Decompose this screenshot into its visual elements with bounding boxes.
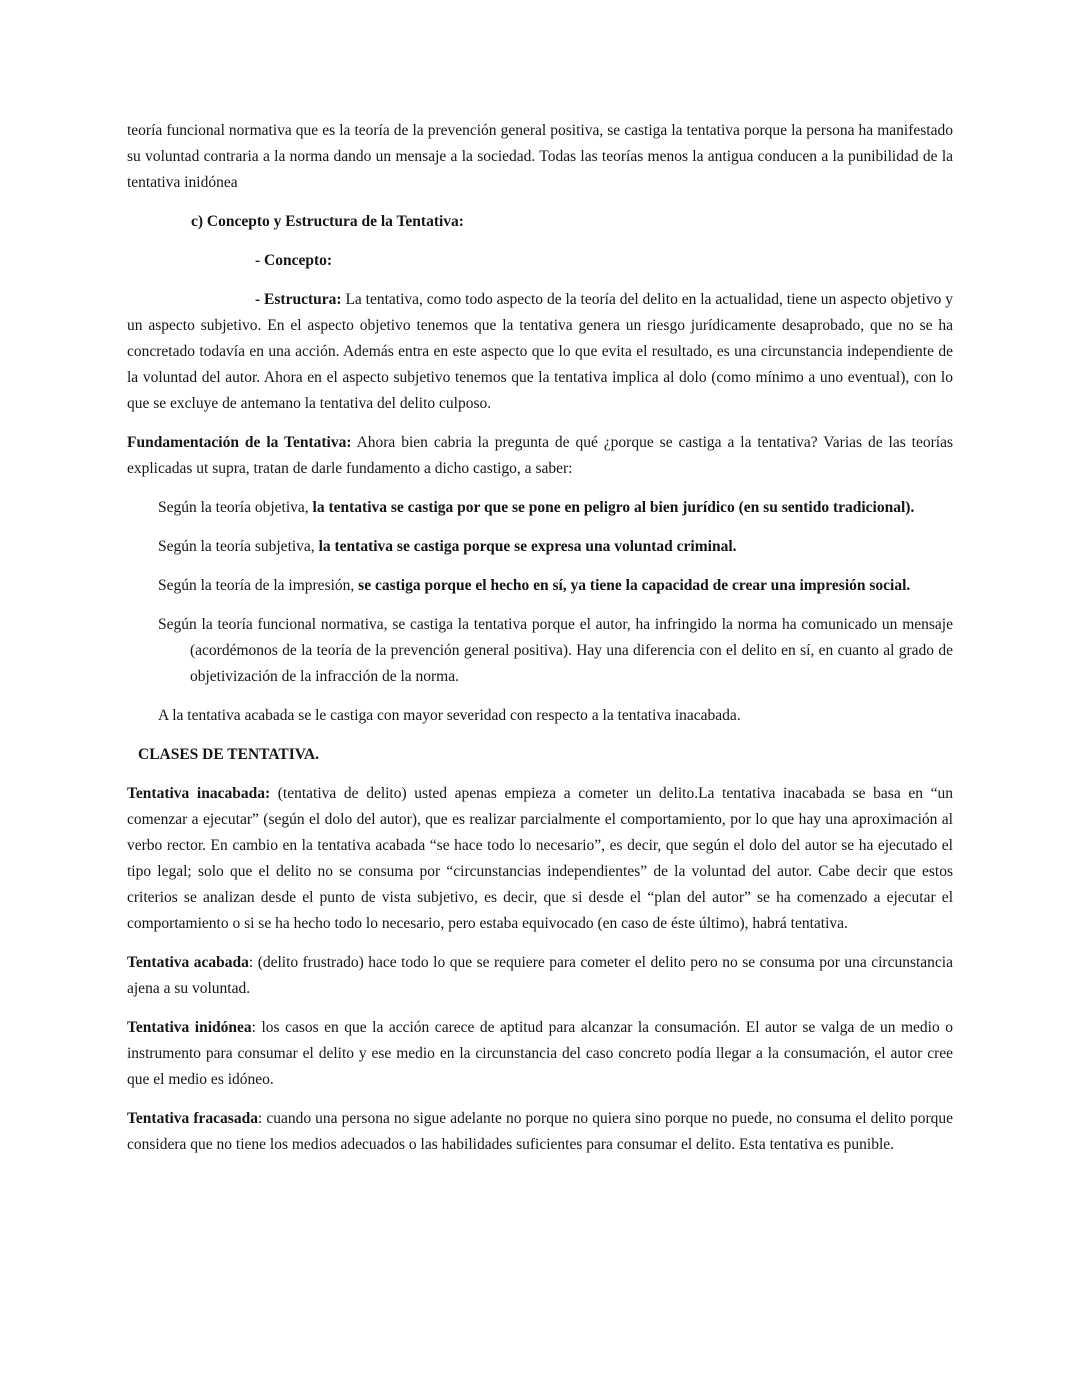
heading-concepto-y-estructura: c) Concepto y Estructura de la Tentativa: — [191, 213, 464, 230]
estructura-paragraph — [127, 287, 953, 417]
definition-bold-lead: Tentativa inidónea — [127, 1019, 252, 1036]
definition-paragraph-fracasada — [127, 1106, 953, 1158]
theory-bold-text: la tentativa se castiga por que se pone en peligro al bien jurídico (en su sentido tradicional). — [312, 499, 915, 516]
definition-text: : (delito frustrado) hace todo lo que se requiere para cometer el delito pero no se consuma por una circunstancia ajena a su voluntad. — [127, 954, 953, 997]
theory-plain-text: Según la teoría subjetiva, — [158, 538, 319, 555]
definition-bold-lead: Tentativa inacabada: — [127, 785, 271, 802]
theory-plain-text: A la tentativa acabada se le castiga con mayor severidad con respecto a la tentativa inacabada. — [158, 707, 741, 724]
heading-clases-de-tentativa: CLASES DE TENTATIVA. — [138, 746, 320, 763]
estructura-bold-lead: - Estructura: — [255, 291, 342, 308]
fundamentacion-bold-lead: Fundamentación de la Tentativa: — [127, 434, 352, 451]
fundamentacion-text: Ahora bien cabria la pregunta de qué ¿porque se castiga a la tentativa? Varias de las teorías explicadas ut supra, tratan de darle fundamento a dicho castigo, a saber: — [127, 434, 953, 477]
theory-list-item-funcional-normativa — [158, 612, 953, 690]
definition-text: : los casos en que la acción carece de aptitud para alcanzar la consumación. El autor se valga de un medio o instrumento para consumar el delito y ese medio en la circunstancia del caso concreto podía llegar a la consumación, el autor cree que el medio es idóneo. — [127, 1019, 953, 1088]
theory-list-item-tentativa-acabada-severidad — [158, 703, 953, 729]
theory-plain-text: Según la teoría funcional normativa, se castiga la tentativa porque el autor, ha infringido la norma ha comunicado un mensaje (acordémonos de la teoría de la prevención general positiva). Hay una diferencia con el delito en sí, en cuanto al grado de objetivización de la infracción de la norma. — [158, 616, 953, 685]
fundamentacion-paragraph — [127, 430, 953, 482]
estructura-text: La tentativa, como todo aspecto de la teoría del delito en la actualidad, tiene un aspecto objetivo y un aspecto subjetivo. En el aspecto objetivo tenemos que la tentativa genera un riesgo jurídicamente desaprobado, que no se ha concretado todavía en una acción. Además entra en este aspecto que lo que evita el resultado, es una circunstancia independiente de la voluntad del autor. Ahora en el aspecto subjetivo tenemos que la tentativa implica al dolo (como mínimo a uno eventual), con lo que se excluye de antemano la tentativa del delito culposo. — [127, 291, 953, 412]
theory-bold-text: se castiga porque el hecho en sí, ya tiene la capacidad de crear una impresión social. — [358, 577, 911, 594]
theory-plain-text: Según la teoría de la impresión, — [158, 577, 359, 594]
definition-text: (tentativa de delito) usted apenas empieza a cometer un delito.La tentativa inacabada se basa en “un comenzar a ejecutar” (según el dolo del autor), que es realizar parcialmente el comportamiento, por lo que hay una aproximación al verbo rector. En cambio en la tentativa acabada “se hace todo lo necesario”, es decir, que según el dolo del autor se ha ejecutado el tipo legal; solo que el delito no se consuma por “circunstancias independientes” de la voluntad del autor. Cabe decir que estos criterios se analizan desde el punto de vista subjetivo, es decir, que si desde el “plan del autor” se ha comenzado a ejecutar el comportamiento o si se ha hecho todo lo necesario, pero estaba equivocado (en caso de éste último), habrá tentativa. — [127, 785, 953, 932]
theory-list-item-impresion — [158, 573, 953, 599]
definition-text: : cuando una persona no sigue adelante no porque no quiera sino porque no puede, no consuma el delito porque considera que no tiene los medios adecuados o las habilidades suficientes para consumar el delito. Esta tentativa es punible. — [127, 1110, 954, 1153]
theory-list-item-subjetiva — [158, 534, 953, 560]
heading-concepto: - Concepto: — [255, 252, 333, 269]
intro-paragraph: teoría funcional normativa que es la teoría de la prevención general positiva, se castiga la tentativa porque la persona ha manifestado su voluntad contraria a la norma dando un mensaje a la sociedad. Todas las teorías menos la antigua conducen a la punibilidad de la tentativa inidónea — [127, 122, 953, 191]
definition-paragraph-acabada — [127, 950, 953, 1002]
theory-list-item-objetiva — [158, 495, 953, 521]
definition-bold-lead: Tentativa fracasada — [127, 1110, 258, 1127]
definition-bold-lead: Tentativa acabada — [127, 954, 249, 971]
definition-paragraph-inidonea — [127, 1015, 953, 1093]
definition-paragraph-inacabada — [127, 781, 953, 937]
theory-plain-text: Según la teoría objetiva, — [158, 499, 313, 516]
theory-bold-text: la tentativa se castiga porque se expresa una voluntad criminal. — [318, 538, 737, 555]
